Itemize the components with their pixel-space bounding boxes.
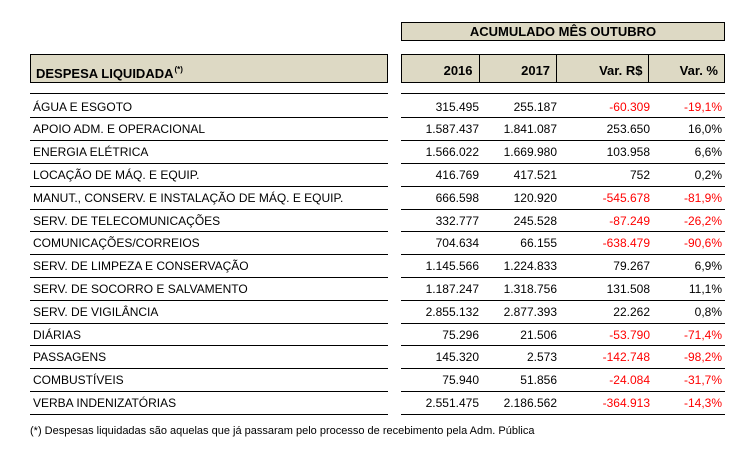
value-2016: 1.187.247 [425, 281, 479, 296]
row-label: MANUT., CONSERV. E INSTALAÇÃO DE MÁQ. E EQUIP. [33, 190, 344, 205]
value-columns-header [401, 54, 725, 83]
value-2017: 1.224.833 [503, 259, 557, 274]
value-2017: 2.573 [526, 350, 557, 365]
value-var-pct: -31,7% [683, 373, 722, 388]
value-2017: 245.528 [513, 213, 557, 228]
column-header-2016: 2016 [402, 55, 480, 82]
value-var-pct: 0,8% [694, 304, 722, 319]
value-var-rs: -87.249 [609, 213, 650, 228]
row-label: COMUNICAÇÕES/CORREIOS [33, 236, 200, 251]
value-2016: 75.296 [442, 327, 479, 342]
value-2016: 2.551.475 [425, 395, 479, 410]
table-row [30, 187, 725, 210]
footnote-marker: (*) [174, 65, 183, 74]
value-2017: 1.318.756 [503, 281, 557, 296]
row-label: PASSAGENS [33, 350, 107, 365]
value-var-pct: -19,1% [683, 99, 722, 114]
value-var-pct: 11,1% [688, 281, 722, 296]
value-var-rs: 103.958 [606, 145, 650, 160]
label-top-rule [30, 93, 388, 94]
row-label: VERBA INDENIZATÓRIAS [33, 395, 177, 410]
value-2017: 255.187 [513, 99, 557, 114]
value-2016: 1.566.022 [425, 145, 479, 160]
table-row [30, 392, 725, 415]
table-row [30, 278, 725, 301]
value-2016: 332.777 [435, 213, 479, 228]
group-header [401, 22, 725, 41]
value-2017: 417.521 [513, 167, 557, 182]
value-2016: 666.598 [435, 190, 479, 205]
value-var-pct: 6,9% [694, 259, 722, 274]
label-column-title: DESPESA LIQUIDADA [36, 66, 174, 81]
value-var-rs: 253.650 [606, 122, 650, 137]
value-var-rs: -53.790 [609, 327, 650, 342]
value-2017: 1.841.087 [503, 122, 557, 137]
value-var-pct: -98,2% [683, 350, 722, 365]
table-row [30, 141, 725, 164]
table-row [30, 164, 725, 187]
value-2017: 66.155 [520, 236, 557, 251]
value-2016: 145.320 [435, 350, 479, 365]
value-var-pct: 6,6% [694, 145, 722, 160]
footnote: (*) Despesas liquidadas são aquelas que já passaram pelo processo de recebimento pela Adm. Pública [30, 425, 535, 437]
column-header-var-rs: Var. R$ [557, 55, 649, 82]
value-var-pct: 16,0% [687, 122, 722, 137]
value-2016: 1.145.566 [425, 259, 479, 274]
table-row [30, 255, 725, 278]
table-row [30, 210, 725, 233]
table-row [30, 346, 725, 369]
row-label: SERV. DE SOCORRO E SALVAMENTO [33, 281, 248, 296]
table-row [30, 301, 725, 324]
column-header-var-pct: Var. % [679, 63, 718, 78]
group-header-title: ACUMULADO MÊS OUTUBRO [469, 24, 657, 39]
value-var-rs: -638.479 [602, 236, 650, 251]
row-label: SERV. DE TELECOMUNICAÇÕES [33, 213, 221, 228]
value-var-rs: -142.748 [602, 350, 650, 365]
value-2016: 75.940 [442, 373, 479, 388]
value-var-rs: -60.309 [609, 99, 650, 114]
table-row [30, 118, 725, 141]
value-var-pct: -71,4% [683, 327, 722, 342]
value-2016: 2.855.132 [425, 304, 479, 319]
value-var-rs: -24.084 [609, 373, 650, 388]
value-2017: 51.856 [520, 373, 557, 388]
value-var-rs: 752 [629, 167, 650, 182]
value-var-pct: -26,2% [683, 213, 722, 228]
table-row [30, 324, 725, 347]
value-2016: 704.634 [435, 236, 479, 251]
row-divider [30, 414, 388, 415]
table-row [30, 232, 725, 255]
row-label: DIÁRIAS [33, 327, 82, 342]
table-row [30, 96, 725, 119]
value-2017: 21.506 [520, 327, 557, 342]
value-var-pct: -14,3% [683, 395, 722, 410]
value-var-rs: 131.508 [606, 281, 650, 296]
value-var-rs: 22.262 [613, 304, 650, 319]
row-label: SERV. DE VIGILÂNCIA [33, 304, 159, 319]
row-label: COMBUSTÍVEIS [33, 373, 124, 388]
value-2017: 2.186.562 [503, 395, 557, 410]
value-var-rs: 79.267 [613, 259, 650, 274]
row-label: LOCAÇÃO DE MÁQ. E EQUIP. [33, 167, 200, 182]
column-header-2017: 2017 [480, 55, 558, 82]
value-2017: 120.920 [513, 190, 557, 205]
value-var-pct: -81,9% [683, 190, 722, 205]
label-column-header [30, 54, 388, 83]
value-2017: 1.669.980 [503, 145, 557, 160]
value-2017: 2.877.393 [503, 304, 557, 319]
row-label: ENERGIA ELÉTRICA [33, 145, 149, 160]
row-label: APOIO ADM. E OPERACIONAL [33, 122, 206, 137]
table-row [30, 369, 725, 392]
value-var-pct: 0,2% [694, 167, 722, 182]
value-var-rs: -545.678 [602, 190, 650, 205]
values-top-rule [401, 93, 725, 94]
row-label: ÁGUA E ESGOTO [33, 99, 133, 114]
value-2016: 315.495 [435, 99, 479, 114]
value-2016: 1.587.437 [425, 122, 479, 137]
value-var-pct: -90,6% [683, 236, 722, 251]
value-2016: 416.769 [435, 167, 479, 182]
row-label: SERV. DE LIMPEZA E CONSERVAÇÃO [33, 259, 249, 274]
row-divider [401, 414, 725, 415]
value-var-rs: -364.913 [602, 395, 650, 410]
